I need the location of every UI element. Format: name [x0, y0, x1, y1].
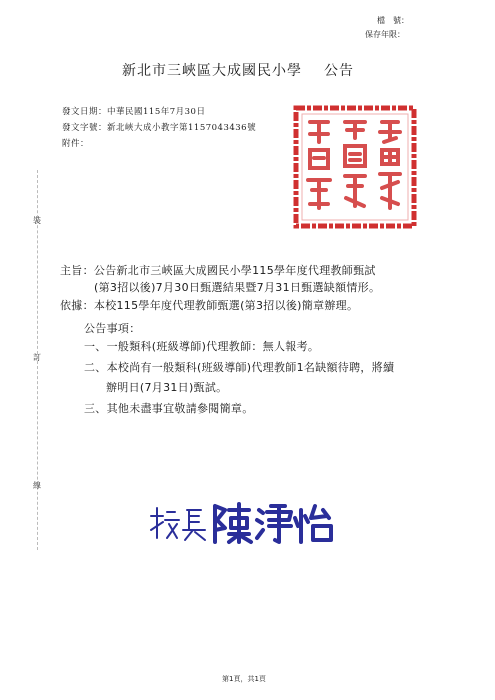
page-number: 第1頁，共1頁 [222, 675, 266, 683]
retention-period-label: 保存年限： [365, 30, 405, 39]
subject-line-2: (第3招以後)7月30日甄選結果暨7月31日甄選缺額情形。 [94, 281, 381, 294]
subject-line-1: 主旨：公告新北市三峽區大成國民小學115學年度代理教師甄試 [60, 264, 376, 277]
official-seal-stamp [290, 102, 420, 232]
binding-mark-bottom: 線 [33, 481, 41, 490]
announcement-items-heading: 公告事項： [84, 322, 141, 335]
principal-signature-stamp [145, 500, 345, 545]
announcement-item-1: 一、一般類科(班級導師)代理教師：無人報考。 [84, 340, 320, 353]
attachment-label: 附件： [62, 139, 90, 149]
document-title [122, 60, 354, 80]
issue-date: 發文日期：中華民國115年7月30日 [62, 107, 206, 117]
binding-mark-middle: 訂 [33, 353, 41, 362]
reference-number: 發文字號：新北峽大成小教字第1157043436號 [62, 123, 257, 133]
binding-mark-top: 裝 [33, 216, 41, 225]
announcement-item-3: 三、其他未盡事宜敬請參閱簡章。 [84, 402, 254, 415]
announcement-item-2-line-1: 二、本校尚有一般類科(班級導師)代理教師1名缺額待聘，將續 [84, 361, 395, 374]
announcement-item-2-line-2: 辦明日(7月31日)甄試。 [106, 381, 228, 394]
basis-line: 依據：本校115學年度代理教師甄選(第3招以後)簡章辦理。 [60, 299, 359, 312]
issuing-organization: 新北市三峽區大成國民小學 [122, 63, 302, 79]
document-type: 公告 [324, 63, 354, 79]
file-number-label: 檔 號： [377, 16, 409, 25]
